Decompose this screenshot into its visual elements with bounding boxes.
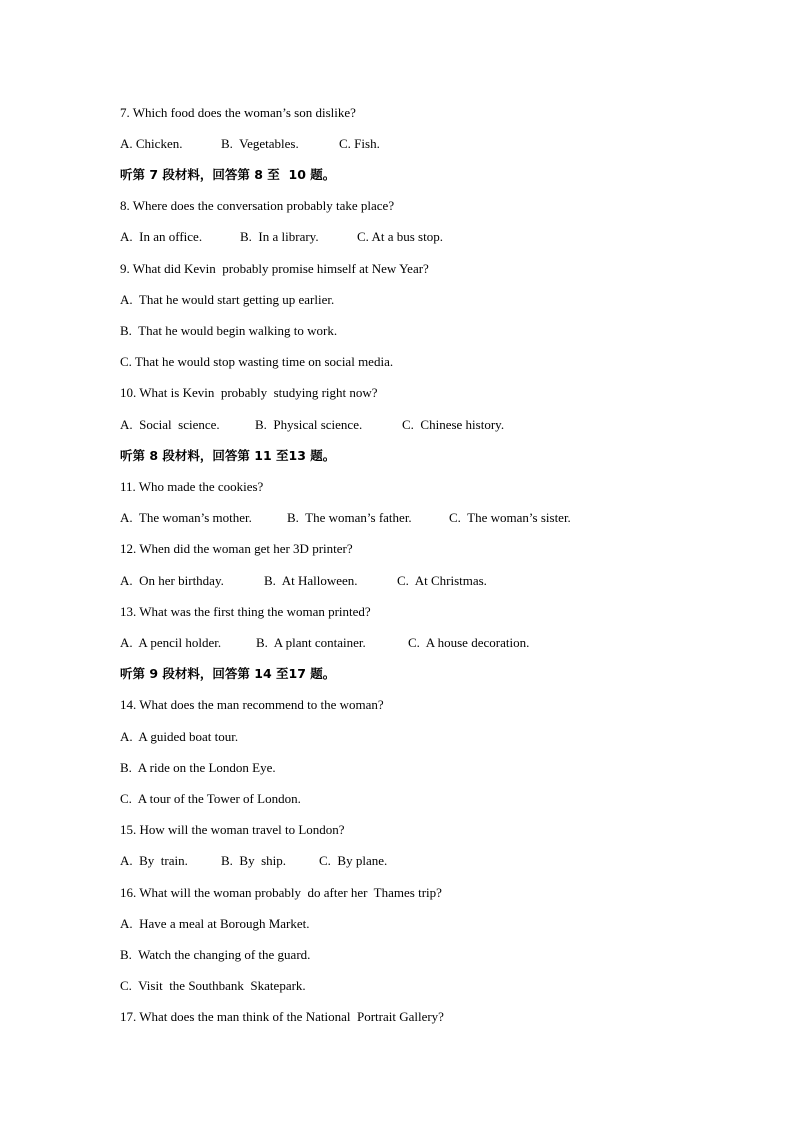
q10-option-c: C. Chinese history. (402, 417, 505, 432)
q15-option-c: C. By plane. (319, 853, 388, 868)
question-15: 15. How will the woman travel to London? (120, 822, 345, 837)
question-9: 9. What did Kevin probably promise himself at New Year? (120, 261, 429, 276)
q14-option-c: C. A tour of the Tower of London. (120, 791, 301, 806)
q7-option-c: C. Fish. (339, 136, 380, 151)
question-14: 14. What does the man recommend to the woman? (120, 697, 384, 712)
q15-option-a: A. By train. (120, 853, 188, 868)
question-7: 7. Which food does the woman’s son dislike? (120, 105, 356, 120)
q10-option-a: A. Social science. (120, 417, 220, 432)
question-8: 8. Where does the conversation probably take place? (120, 198, 395, 213)
q8-option-c: C. At a bus stop. (357, 229, 443, 244)
q15-option-b: B. By ship. (221, 853, 287, 868)
q14-option-a: A. A guided boat tour. (120, 729, 239, 744)
q13-option-b: B. A plant container. (256, 635, 366, 650)
q11-option-c: C. The woman’s sister. (449, 510, 571, 525)
q8-option-a: A. In an office. (120, 229, 203, 244)
q12-option-c: C. At Christmas. (397, 573, 487, 588)
q7-option-a: A. Chicken. (120, 136, 183, 151)
q11-option-a: A. The woman’s mother. (120, 510, 252, 525)
q16-option-a: A. Have a meal at Borough Market. (120, 916, 310, 931)
q12-option-a: A. On her birthday. (120, 573, 224, 588)
q10-option-b: B. Physical science. (255, 417, 363, 432)
question-12: 12. When did the woman get her 3D printer? (120, 541, 353, 556)
section-heading-7: 听第 7 段材料，回答第 8 至 10 题。 (120, 167, 336, 182)
q7-option-b: B. Vegetables. (221, 136, 299, 151)
q14-option-b: B. A ride on the London Eye. (120, 760, 276, 775)
question-13: 13. What was the first thing the woman printed? (120, 604, 371, 619)
q16-option-c: C. Visit the Southbank Skatepark. (120, 978, 306, 993)
q11-option-b: B. The woman’s father. (287, 510, 412, 525)
question-16: 16. What will the woman probably do after her Thames trip? (120, 885, 442, 900)
q9-option-b: B. That he would begin walking to work. (120, 323, 338, 338)
q13-option-a: A. A pencil holder. (120, 635, 222, 650)
q9-option-c: C. That he would stop wasting time on social media. (120, 354, 394, 369)
section-heading-9: 听第 9 段材料，回答第 14 至17 题。 (120, 666, 336, 681)
section-heading-8: 听第 8 段材料，回答第 11 至13 题。 (120, 448, 336, 463)
q13-option-c: C. A house decoration. (408, 635, 530, 650)
q16-option-b: B. Watch the changing of the guard. (120, 947, 311, 962)
q8-option-b: B. In a library. (240, 229, 319, 244)
q9-option-a: A. That he would start getting up earlier. (120, 292, 335, 307)
q12-option-b: B. At Halloween. (264, 573, 358, 588)
question-10: 10. What is Kevin probably studying right now? (120, 385, 378, 400)
question-11: 11. Who made the cookies? (120, 479, 264, 494)
question-17: 17. What does the man think of the National Portrait Gallery? (120, 1009, 444, 1024)
